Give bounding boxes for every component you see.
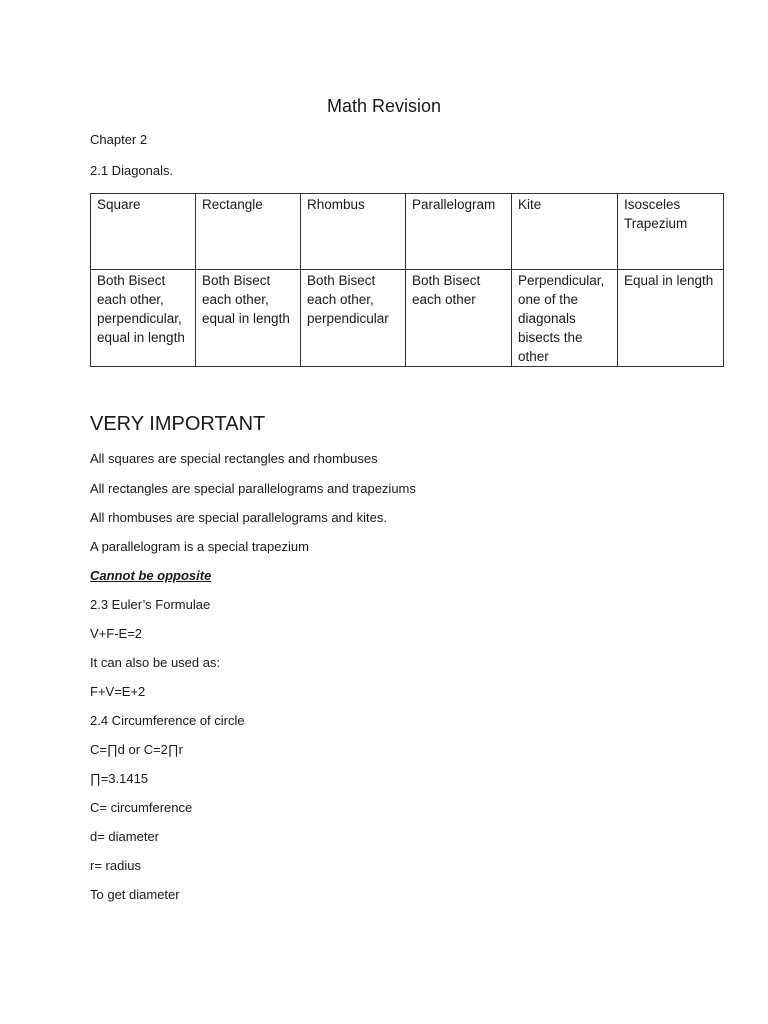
section-heading-euler: 2.3 Euler’s Formulae bbox=[90, 597, 211, 612]
table-header-cell: Rhombus bbox=[301, 194, 406, 270]
definition-line: C= circumference bbox=[90, 800, 193, 815]
formula-line: C=∏d or C=2∏r bbox=[90, 742, 183, 757]
table-header-cell: Isosceles Trapezium bbox=[618, 194, 724, 270]
chapter-label: Chapter 2 bbox=[90, 132, 148, 147]
table-cell: Both Bisect each other, equal in length bbox=[196, 270, 301, 367]
section-heading-circumference: 2.4 Circumference of circle bbox=[90, 713, 245, 728]
text-line: A parallelogram is a special trapezium bbox=[90, 539, 309, 554]
page-title: Math Revision bbox=[326, 96, 442, 116]
formula-line: V+F-E=2 bbox=[90, 626, 143, 641]
very-important-heading: VERY IMPORTANT bbox=[90, 413, 266, 435]
table-cell: Equal in length bbox=[618, 270, 724, 367]
text-line: To get diameter bbox=[90, 887, 180, 902]
table-header-cell: Kite bbox=[512, 194, 618, 270]
formula-line: F+V=E+2 bbox=[90, 684, 146, 699]
text-line: It can also be used as: bbox=[90, 655, 221, 670]
emphasis-note: Cannot be opposite bbox=[90, 568, 212, 583]
table-cell: Both Bisect each other, perpendicular, equal in length bbox=[91, 270, 196, 367]
table-cell: Both Bisect each other, perpendicular bbox=[301, 270, 406, 367]
section-heading-diagonals: 2.1 Diagonals. bbox=[90, 163, 174, 178]
text-line: All rectangles are special parallelograms and trapeziums bbox=[90, 481, 416, 496]
table-header-row bbox=[91, 194, 724, 270]
definition-line: r= radius bbox=[90, 858, 141, 873]
table-header-cell: Rectangle bbox=[196, 194, 301, 270]
table-header-cell: Square bbox=[91, 194, 196, 270]
table-cell: Both Bisect each other bbox=[406, 270, 512, 367]
text-line: All squares are special rectangles and rhombuses bbox=[90, 451, 378, 466]
formula-line: ∏=3.1415 bbox=[90, 771, 149, 786]
text-line: All rhombuses are special parallelograms and kites. bbox=[90, 510, 387, 525]
table-header-cell: Parallelogram bbox=[406, 194, 512, 270]
definition-line: d= diameter bbox=[90, 829, 160, 844]
table-cell: Perpendicular, one of the diagonals bisects the other bbox=[512, 270, 618, 367]
diagonals-table bbox=[90, 193, 724, 367]
table-row bbox=[91, 270, 724, 367]
